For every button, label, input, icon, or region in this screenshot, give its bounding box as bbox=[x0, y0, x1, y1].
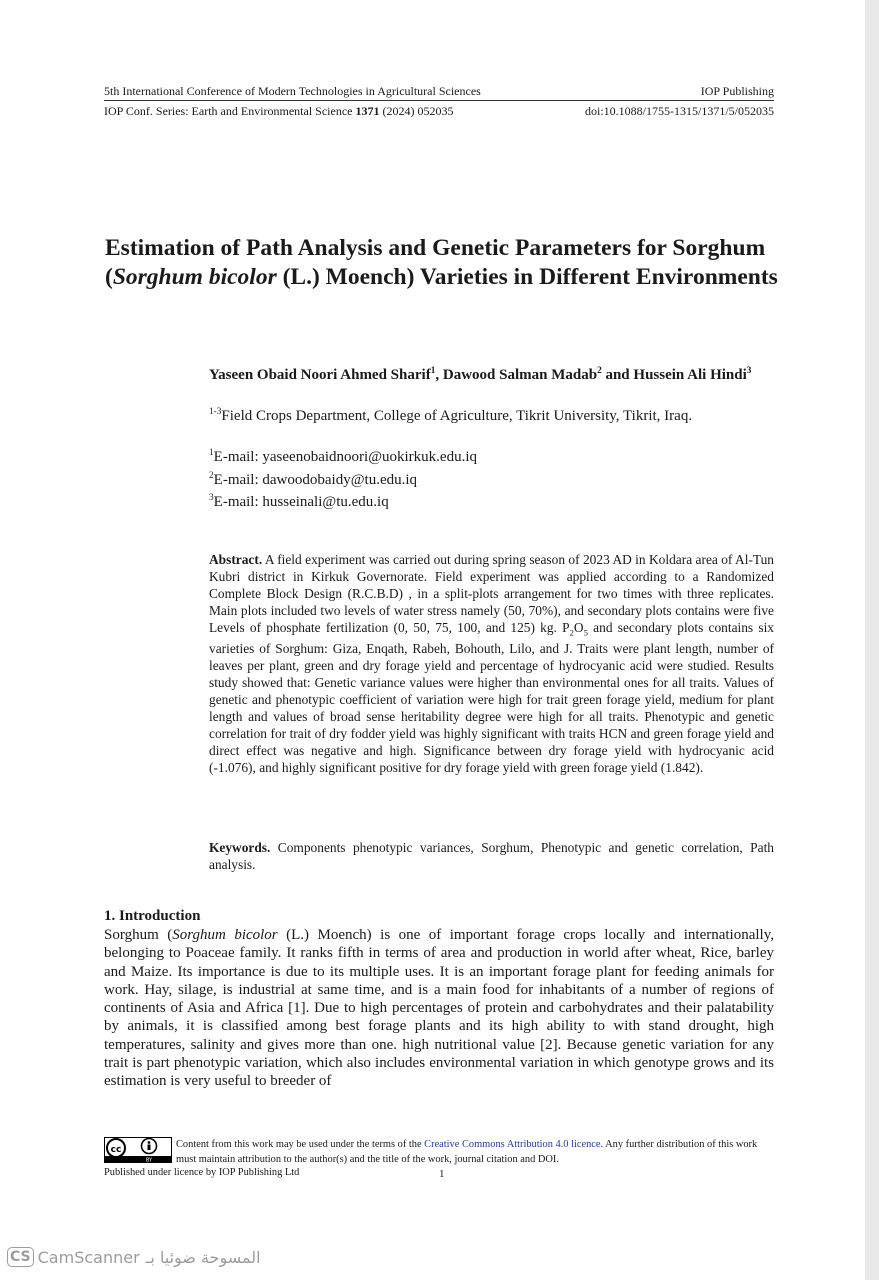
introduction-paragraph: Sorghum (Sorghum bicolor (L.) Moench) is one of important forage crops locally and internationally, belonging to Poaceae family. It ranks fifth in terms of area and production in world after wheat, Rice, barley and Maize. Its importance is due to its multiple uses. It is an important forage plant for feeding animals for work. Hay, silage, is industrial at same time, and is a main food for inhabitants of a number of regions of continents of Asia and Africa [1]. Due to high percentages of protein and carbohydrates and their palatability by animals, it is classified among best forage plants and its high ability to with stand drought, high temperatures, salinity and gives more than one. high nutritional value [2]. Because genetic variation for any trait is part phenotypic variation, which also includes environmental variation in which genotype grows and its estimation is very useful to breeder of bbox=[104, 927, 774, 1090]
email-line: $^3$E-mail: husseinali@tu.edu.iq bbox=[209, 493, 389, 510]
publisher-name: IOP Publishing bbox=[700, 84, 774, 98]
abstract: Abstract. A field experiment was carried out during spring season of 2023 AD in Koldara area of Al-Tun Kubri district in Kirkuk Governorate. Field experiment was applied according to a Randomized Complete Block Design (R.C.B.D) , in a split-plots arrangement for two times with three replicates. Main plots included two levels of water stress namely (50, 70%), and secondary plots contains were five Levels of phosphate fertilization (0, 50, 75, 100, and 125) kg. $P_2O_5$ and secondary plots contains six varieties of Sorghum: Giza, Enqath, Rabeh, Bohouth, Lilo, and J. Traits were plant length, number of leaves per plant, green and dry forage yield and percentage of hydrocyanic acid were studied. Results study showed that: Genetic variance values were higher than environmental ones for all traits. Values of genetic and phenotypic coefficient of variation were high for trait green forage yield, medium for plant length and values of broad sense heritability degree were high for all traits. Phenotypic and genetic correlation for trait of dry fodder yield was highly significant with traits HCN and green forage yield and direct effect was negative and high. Significance between dry forage yield with hydrocyanic acid (-1.076), and highly significant positive for dry forage yield with green forage yield (1.842). bbox=[209, 552, 774, 775]
svg-text:cc: cc bbox=[110, 1145, 122, 1155]
email-line: $^2$E-mail: dawoodobaidy@tu.edu.iq bbox=[209, 470, 418, 488]
conference-name: 5th International Conference of Modern Technologies in Agricultural Sciences bbox=[104, 84, 481, 98]
email-line: $^1$E-mail: yaseenobaidnoori@uokirkuk.edu.iq bbox=[209, 448, 477, 465]
paper-title: Estimation of Path Analysis and Genetic Parameters for Sorghum (Sorghum bicolor (L.) Moench) Varieties in Different Environments bbox=[105, 235, 778, 290]
running-header bbox=[104, 84, 774, 101]
affiliation: $^{1-3}$Field Crops Department, College of Agriculture, Tikrit University, Tikrit, Iraq. bbox=[209, 407, 693, 424]
creative-commons-icon bbox=[104, 1137, 172, 1168]
watermark-text: CamScanner bbox=[37, 1247, 140, 1267]
publisher-notice: Published under licence by IOP Publishing Ltd bbox=[104, 1167, 300, 1178]
doi: doi:10.1088/1755-1315/1371/5/052035 bbox=[585, 104, 774, 118]
series-header bbox=[104, 104, 774, 119]
page-number: 1 bbox=[439, 1168, 445, 1180]
keywords: Keywords. Components phenotypic variances, Sorghum, Phenotypic and genetic correlation, Path analysis. bbox=[209, 840, 774, 872]
page-right-edge bbox=[865, 0, 879, 1280]
watermark-arabic-text: المسوحة ضوئيا بـ bbox=[145, 1247, 261, 1267]
camscanner-watermark bbox=[7, 1247, 261, 1267]
camscanner-logo-icon: CS bbox=[7, 1247, 34, 1267]
author-list: Yaseen Obaid Noori Ahmed Sharif$^1$, Dawood Salman Madab$^2$ and Hussein Ali Hindi$^3$ bbox=[209, 366, 752, 383]
email-list bbox=[209, 444, 477, 512]
license-link[interactable]: Creative Commons Attribution 4.0 licence bbox=[424, 1139, 601, 1150]
abstract-label: Abstract. bbox=[209, 552, 263, 567]
journal-series: IOP Conf. Series: Earth and Environmental Science 1371 (2024) 052035 bbox=[104, 104, 454, 118]
license-notice: Content from this work may be used under the terms of the Creative Commons Attribution 4.0 licence. Any further distribution of this work must maintain attribution to the author(s) and the title of the work, journal citation and DOI. bbox=[176, 1139, 758, 1165]
svg-text:BY: BY bbox=[145, 1157, 153, 1163]
volume-number: 1371 bbox=[355, 104, 380, 118]
keywords-label: Keywords. bbox=[209, 840, 271, 855]
section-heading-introduction: 1. Introduction bbox=[104, 908, 201, 924]
